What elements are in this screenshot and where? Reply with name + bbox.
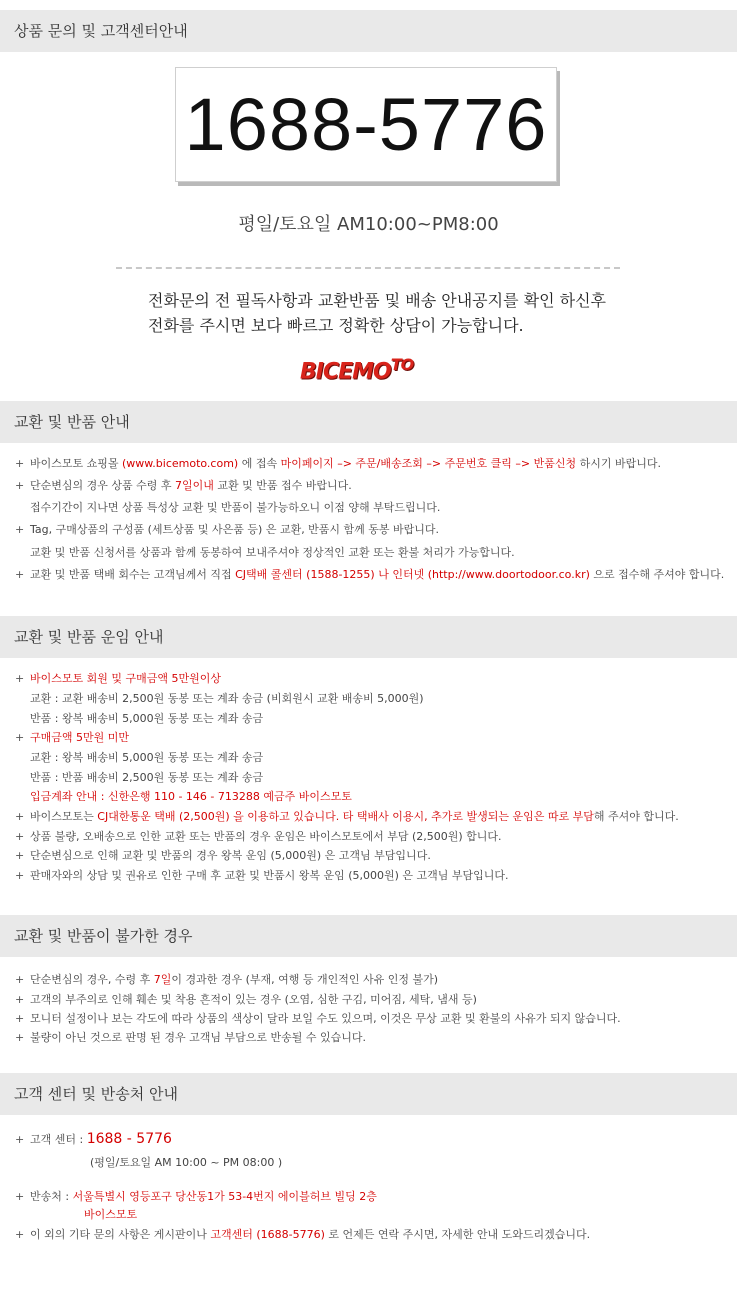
customer-center-hours: (평일/토요일 AM 10:00 ~ PM 08:00 ) xyxy=(90,1156,283,1169)
list-subitem: 반품 : 왕복 배송비 5,000원 동봉 또는 계좌 송금 xyxy=(30,712,264,725)
section-title: 교환 및 반품 운임 안내 xyxy=(14,628,164,646)
section-header-customer-center xyxy=(0,1073,737,1115)
list-item: + 바이스모토는 CJ대한통운 택배 (2,500원) 을 이용하고 있습니다. 타 택배사 이용시, 추가로 발생되는 운임은 따로 부담해 주셔야 합니다. xyxy=(15,810,679,823)
list-item: + 단순변심으로 인해 교환 및 반품의 경우 왕복 운임 (5,000원) 은 고객님 부담입니다. xyxy=(15,849,431,862)
return-address-row: + 반송처 : 서울특별시 영등포구 당산동1가 53-4번지 에이블허브 빌딩 2층 xyxy=(15,1190,377,1203)
list-item: + 교환 및 반품 택배 회수는 고객님께서 직접 CJ택배 콜센터 (1588-1255) 나 인터넷 (http://www.doortodoor.co.kr) 으로 접수해 주셔야 합니다. xyxy=(15,568,725,581)
list-item: + 모니터 설정이나 보는 각도에 따라 상품의 색상이 달라 보일 수도 있으며, 이것은 무상 교환 및 환불의 사유가 되지 않습니다. xyxy=(15,1012,621,1025)
bicemoto-logo: $BICEMO^{TO}$ xyxy=(300,355,414,385)
return-recipient: 바이스모토 xyxy=(84,1208,138,1221)
list-item: + 단순변심의 경우 상품 수령 후 7일이내 교환 및 반품 접수 바랍니다. xyxy=(15,479,352,492)
intro-line: 전화를 주시면 보다 빠르고 정확한 상담이 가능합니다. xyxy=(148,316,524,335)
list-subitem: 반품 : 반품 배송비 2,500원 동봉 또는 계좌 송금 xyxy=(30,771,264,784)
section-header-exchange xyxy=(0,401,737,443)
section-title: 교환 및 반품 안내 xyxy=(14,413,130,431)
list-item: + 이 외의 기타 문의 사항은 게시판이나 고객센터 (1688-5776) 로 언제든 연락 주시면, 자세한 안내 도와드리겠습니다. xyxy=(15,1228,591,1241)
list-item: + 상품 불량, 오배송으로 인한 교환 또는 반품의 경우 운임은 바이스모토에서 부담 (2,500원) 합니다. xyxy=(15,830,502,843)
section-header-contact xyxy=(0,10,737,52)
list-item: + 고객의 부주의로 인해 훼손 및 착용 흔적이 있는 경우 (오염, 심한 구김, 미어짐, 세탁, 냄새 등) xyxy=(15,993,477,1006)
phone-number-box xyxy=(175,67,557,182)
bank-account-info: 입금계좌 안내 : 신한은행 110 - 146 - 713288 예금주 바이스모토 xyxy=(30,790,352,803)
list-subitem: 교환 : 왕복 배송비 5,000원 동봉 또는 계좌 송금 xyxy=(30,751,264,764)
list-subitem: 교환 및 반품 신청서를 상품과 함께 동봉하여 보내주셔야 정상적인 교환 또는 환불 처리가 가능합니다. xyxy=(30,546,515,559)
intro-line: 전화문의 전 필독사항과 교환반품 및 배송 안내공지를 확인 하신후 xyxy=(148,291,607,310)
section-title: 교환 및 반품이 불가한 경우 xyxy=(14,927,193,945)
list-item: + 판매자와의 상담 및 권유로 인한 구매 후 교환 및 반품시 왕복 운임 (5,000원) 은 고객님 부담입니다. xyxy=(15,869,509,882)
intro-text xyxy=(148,288,606,338)
customer-center-row: + 고객 센터 : 1688 - 5776 xyxy=(15,1131,172,1147)
list-item: + 바이스모토 쇼핑몰 (www.bicemoto.com) 에 접속 마이페이지 –> 주문/배송조회 –> 주문번호 클릭 –> 반품신청 하시기 바랍니다. xyxy=(15,457,661,470)
list-subitem: 교환 : 교환 배송비 2,500원 동봉 또는 계좌 송금 (비회원시 교환 배송비 5,000원) xyxy=(30,692,424,705)
business-hours: 평일/토요일 AM10:00~PM8:00 xyxy=(238,214,499,235)
list-item: + Tag, 구매상품의 구성품 (세트상품 및 사은품 등) 은 교환, 반품시 함께 동봉 바랍니다. xyxy=(15,523,440,536)
section-title: 상품 문의 및 고객센터안내 xyxy=(14,22,188,40)
list-item: + 단순변심의 경우, 수령 후 7일이 경과한 경우 (부재, 여행 등 개인적인 사유 인정 불가) xyxy=(15,973,439,986)
divider xyxy=(116,267,620,269)
section-header-not-allowed xyxy=(0,915,737,957)
list-item: + 불량이 아닌 것으로 판명 된 경우 고객님 부담으로 반송될 수 있습니다. xyxy=(15,1031,366,1044)
list-item: + 구매금액 5만원 미만 xyxy=(15,731,129,744)
section-header-shipping-fee xyxy=(0,616,737,658)
list-subitem: 접수기간이 지나면 상품 특성상 교환 및 반품이 불가능하오니 이점 양해 부탁드립니다. xyxy=(30,501,441,514)
section-title: 고객 센터 및 반송처 안내 xyxy=(14,1085,178,1103)
phone-number: 1688-5776 xyxy=(184,83,548,166)
list-item: + 바이스모토 회원 및 구매금액 5만원이상 xyxy=(15,672,221,685)
